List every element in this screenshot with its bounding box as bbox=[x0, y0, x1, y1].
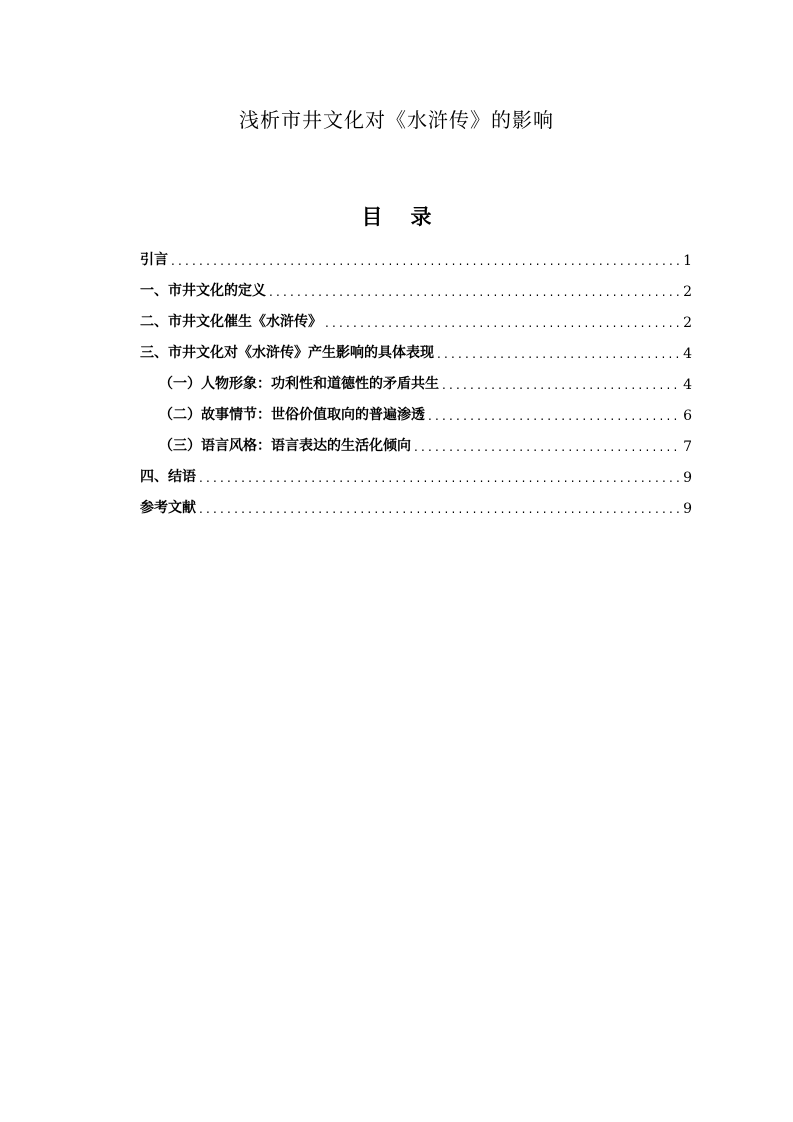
toc-entry-references[interactable] bbox=[140, 486, 692, 517]
toc-entry-section-3-3[interactable] bbox=[140, 424, 692, 455]
toc-dot-leader bbox=[199, 471, 679, 486]
toc-entry-label: （三）语言风格：语言表达的生活化倾向 bbox=[159, 438, 411, 454]
toc-entry-section-3-2[interactable] bbox=[140, 393, 692, 424]
toc-entry-introduction[interactable] bbox=[140, 238, 692, 269]
toc-page-number: 9 bbox=[683, 501, 692, 517]
document-title: 浅析市井文化对《水浒传》的影响 bbox=[239, 108, 554, 132]
toc-dot-leader bbox=[199, 502, 679, 517]
toc-entry-section-1[interactable] bbox=[140, 269, 692, 300]
toc-heading-char: 目 bbox=[361, 205, 383, 229]
toc-entry-label: （一）人物形象：功利性和道德性的矛盾共生 bbox=[159, 376, 439, 392]
toc-dot-leader bbox=[437, 347, 679, 362]
toc-page-number: 4 bbox=[683, 346, 692, 362]
toc-dot-leader bbox=[171, 254, 679, 269]
toc-dot-leader bbox=[428, 409, 679, 424]
toc-entry-label: 引言 bbox=[140, 252, 168, 268]
toc-entry-label: 参考文献 bbox=[140, 500, 196, 516]
toc-page-number: 7 bbox=[683, 439, 692, 455]
toc-entry-label: 一、市井文化的定义 bbox=[140, 283, 266, 299]
toc-entry-section-3[interactable] bbox=[140, 331, 692, 362]
toc-page-number: 6 bbox=[683, 408, 692, 424]
toc-entry-label: （二）故事情节：世俗价值取向的普遍渗透 bbox=[159, 407, 425, 423]
toc-entry-label: 三、市井文化对《水浒传》产生影响的具体表现 bbox=[140, 345, 434, 361]
toc-entry-label: 二、市井文化催生《水浒传》 bbox=[140, 314, 322, 330]
toc-heading bbox=[0, 201, 793, 231]
table-of-contents bbox=[140, 238, 692, 517]
toc-dot-leader bbox=[325, 316, 679, 331]
toc-dot-leader bbox=[269, 285, 679, 300]
toc-dot-leader bbox=[442, 378, 679, 393]
toc-page-number: 1 bbox=[683, 253, 692, 269]
toc-page-number: 2 bbox=[683, 284, 692, 300]
toc-entry-label: 四、结语 bbox=[140, 469, 196, 485]
toc-page-number: 4 bbox=[683, 377, 692, 393]
toc-heading-char: 录 bbox=[410, 205, 432, 229]
toc-dot-leader bbox=[414, 440, 679, 455]
toc-entry-section-4[interactable] bbox=[140, 455, 692, 486]
toc-entry-section-3-1[interactable] bbox=[140, 362, 692, 393]
toc-page-number: 9 bbox=[683, 470, 692, 486]
toc-entry-section-2[interactable] bbox=[140, 300, 692, 331]
toc-page-number: 2 bbox=[683, 315, 692, 331]
